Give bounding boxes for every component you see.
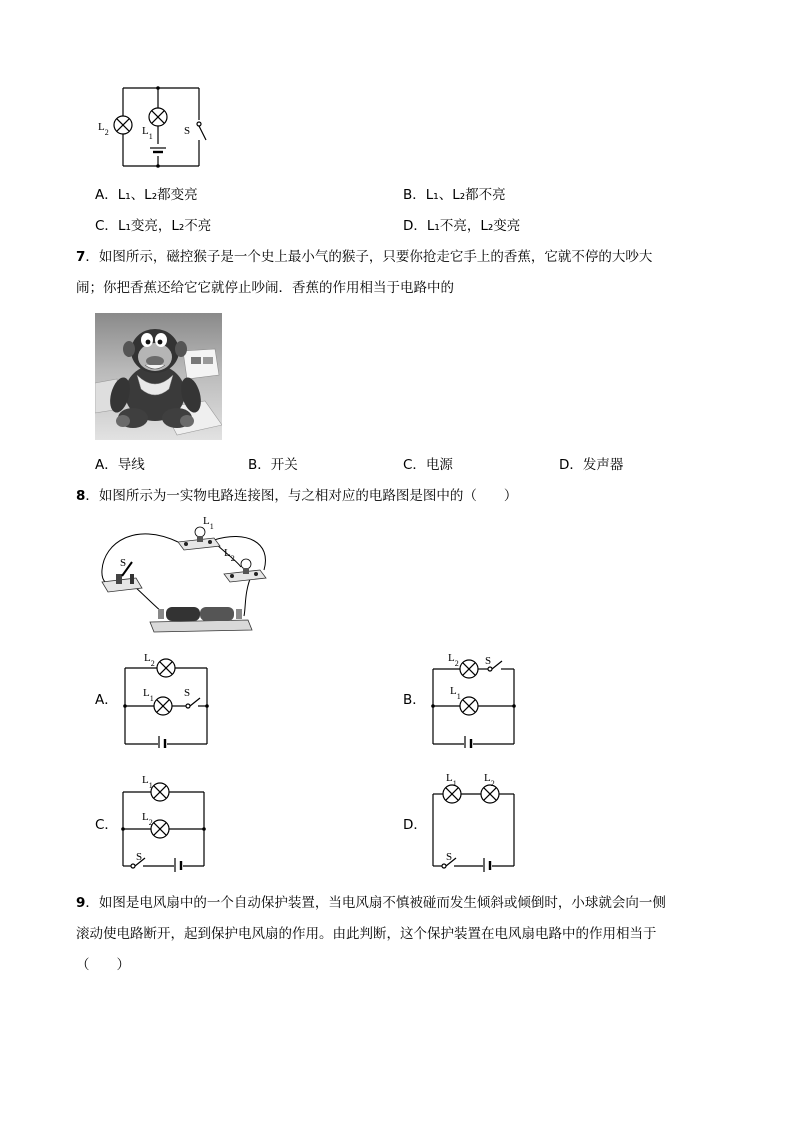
q6-label-s: S [184, 125, 191, 137]
q6-option-b[interactable]: B．L₁、L₂都不亮 [403, 187, 506, 203]
svg-text:L2: $L_2$ [484, 772, 495, 788]
svg-text:S: S [120, 557, 127, 569]
svg-text:L2: $L_2$ [144, 652, 155, 668]
svg-text:L1: $L_1$ [143, 687, 154, 703]
q6-lamp-l1 [149, 108, 167, 126]
svg-text:S: S [446, 851, 453, 863]
q7-option-d[interactable]: D．发声器 [559, 457, 624, 473]
q8-option-b-letter[interactable]: B． [403, 692, 426, 708]
q9-answer-blank[interactable]: （ ） [76, 957, 130, 973]
q7-option-a[interactable]: A．导线 [95, 457, 145, 473]
q7-stem-line1: 7．如图所示，磁控猴子是一个史上最小气的猴子，只要你抢走它手上的香蕉，它就不停的大吵大 [76, 249, 653, 265]
q7-option-c[interactable]: C．电源 [403, 457, 453, 473]
q8-option-a-letter[interactable]: A． [95, 692, 118, 708]
q8-stem: 8．如图所示为一实物电路连接图，与之相对应的电路图是图中的（ ） [76, 488, 518, 504]
svg-text:L2: $L_2$ [142, 811, 153, 827]
q6-label-l2: $L_2$ [98, 121, 109, 137]
svg-text:L1: $L_1$ [142, 774, 153, 790]
q6-battery [150, 148, 166, 152]
q6-option-d[interactable]: D．L₁不亮，L₂变亮 [403, 218, 521, 234]
svg-text:L2: $L_2$ [224, 547, 235, 563]
svg-text:S: S [184, 687, 191, 699]
q6-option-a[interactable]: A．L₁、L₂都变亮 [95, 187, 198, 203]
q6-lamp-l2 [114, 116, 132, 134]
q8-option-d-diagram[interactable] [428, 768, 523, 872]
q6-option-c[interactable]: C．L₁变亮，L₂不亮 [95, 218, 212, 234]
q8-physical-circuit [96, 512, 280, 634]
q8-option-d-letter[interactable]: D． [403, 817, 427, 833]
q6-switch-s [197, 122, 206, 140]
svg-text:L1: $L_1$ [203, 515, 214, 531]
svg-text:S: S [485, 655, 492, 667]
q8-option-c-letter[interactable]: C． [95, 817, 118, 833]
svg-text:L2: $L_2$ [448, 652, 459, 668]
svg-text:S: S [136, 851, 143, 863]
q8-option-b-diagram[interactable] [428, 652, 523, 748]
q7-option-b[interactable]: B．开关 [248, 457, 298, 473]
q9-stem-line2: 滚动使电路断开，起到保护电风扇的作用。由此判断，这个保护装置在电风扇电路中的作用相当于 [76, 926, 657, 942]
svg-text:L1: $L_1$ [450, 685, 461, 701]
q6-label-l1: $L_1$ [142, 125, 153, 141]
q8-photo-battery [150, 607, 252, 632]
svg-text:L1: $L_1$ [446, 772, 457, 788]
q8-option-c-diagram[interactable] [120, 770, 215, 872]
q9-stem-line1: 9．如图是电风扇中的一个自动保护装置，当电风扇不慎被碰而发生倾斜或倾倒时，小球就会向一侧 [76, 895, 666, 911]
q7-monkey-photo [95, 313, 222, 440]
q7-stem-line2: 闹；你把香蕉还给它它就停止吵闹．香蕉的作用相当于电路中的 [76, 280, 454, 296]
q6-circuit-diagram [95, 82, 215, 172]
q8-option-a-diagram[interactable] [120, 652, 215, 748]
